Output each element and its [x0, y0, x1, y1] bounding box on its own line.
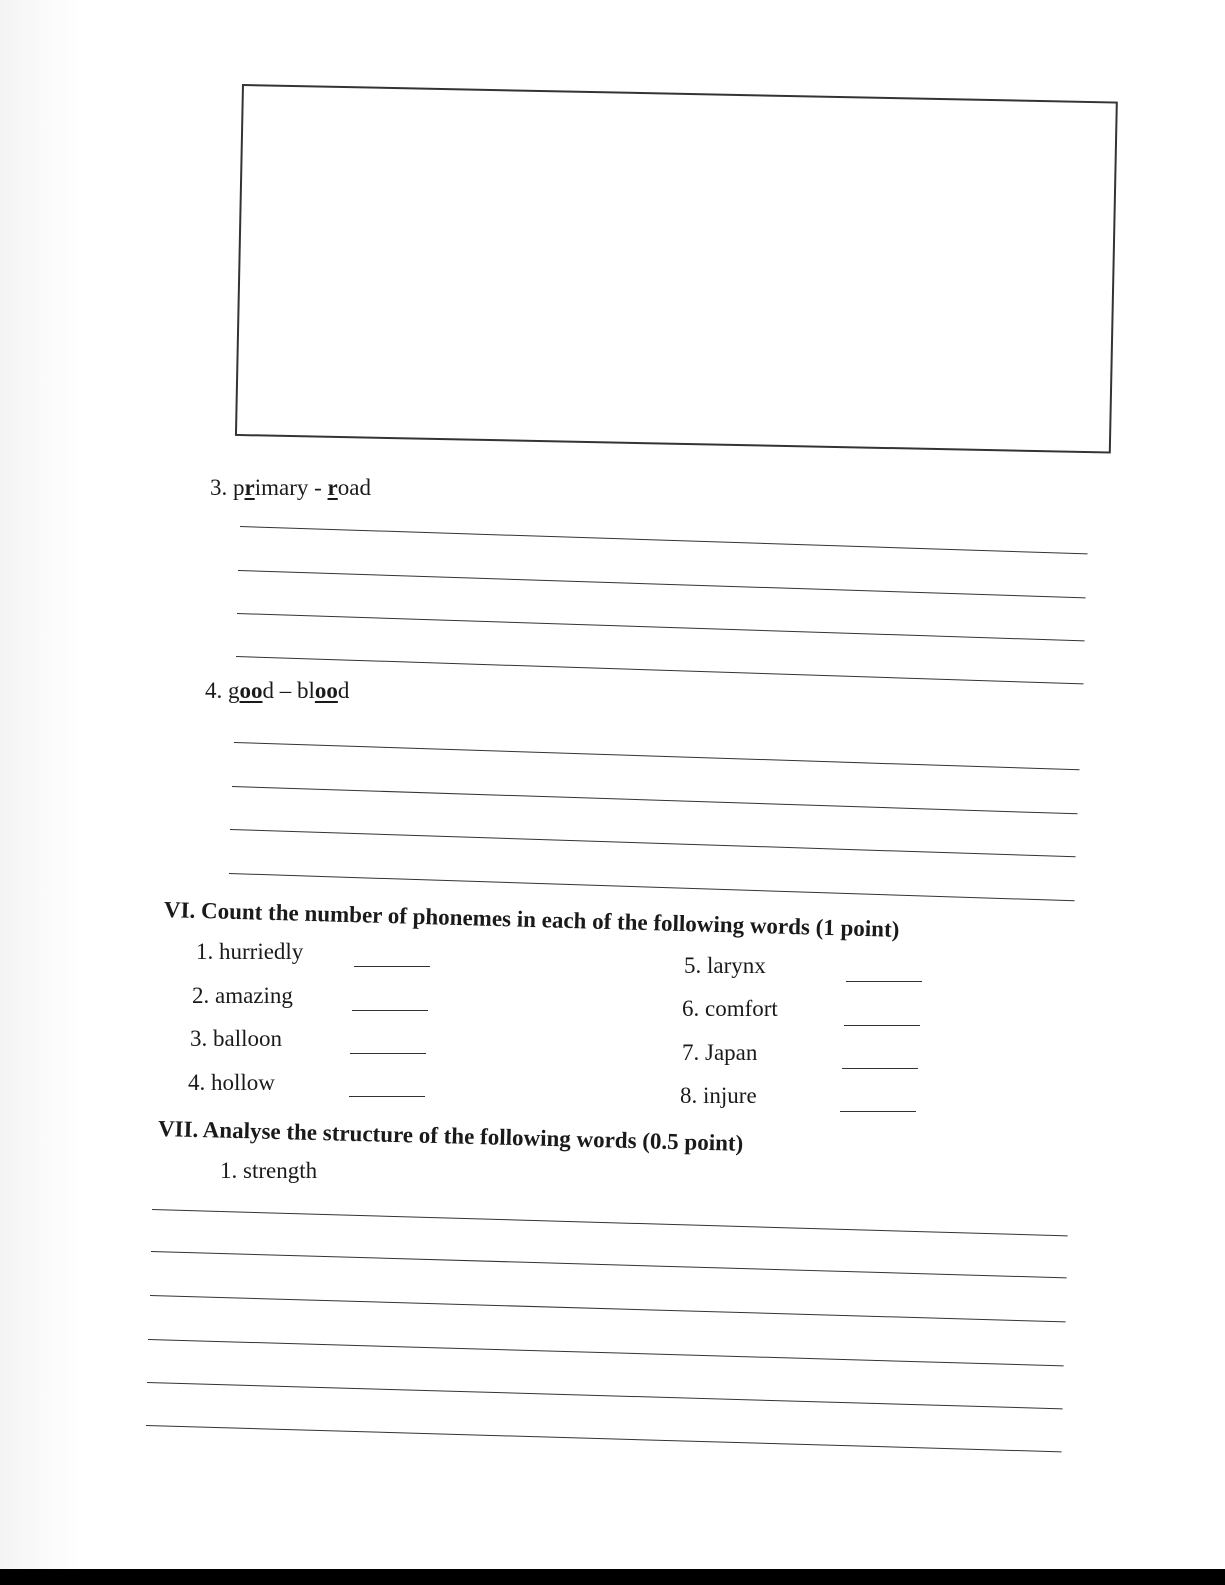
answer-line[interactable]	[230, 829, 1076, 857]
answer-line[interactable]	[236, 656, 1084, 684]
item-3-label: 3. primary - road	[210, 475, 371, 500]
answer-blank[interactable]	[844, 1025, 920, 1026]
word-item: 1. hurriedly	[196, 939, 304, 964]
section-vi-heading: VI. Count the number of phonemes in each of the following words (1 point)	[163, 897, 900, 942]
answer-blank[interactable]	[840, 1111, 916, 1112]
word-good: good	[228, 678, 274, 703]
answer-blank[interactable]	[352, 1010, 428, 1011]
word-item: 5. larynx	[684, 953, 766, 978]
scan-bottom-edge	[0, 1569, 1225, 1585]
item-4-label: 4. good – blood	[205, 678, 350, 703]
answer-line[interactable]	[147, 1382, 1063, 1409]
word-item: 3. balloon	[190, 1026, 282, 1051]
answer-line[interactable]	[240, 526, 1088, 554]
answer-line[interactable]	[232, 786, 1078, 814]
answer-line[interactable]	[148, 1339, 1064, 1366]
section-vii-heading: VII. Analyse the structure of the following words (0.5 point)	[157, 1116, 744, 1156]
scan-edge-shadow	[0, 0, 80, 1585]
word-primary: primary	[233, 475, 309, 500]
word-item: 1. strength	[220, 1158, 318, 1183]
answer-blank[interactable]	[354, 966, 430, 967]
answer-line[interactable]	[234, 742, 1080, 770]
answer-box[interactable]	[235, 84, 1118, 454]
answer-blank[interactable]	[349, 1096, 425, 1097]
answer-line[interactable]	[238, 570, 1086, 598]
answer-line[interactable]	[150, 1295, 1066, 1322]
answer-blank[interactable]	[846, 981, 922, 982]
word-item: 8. injure	[680, 1083, 757, 1108]
word-road: road	[327, 475, 371, 500]
word-item: 6. comfort	[682, 996, 778, 1021]
word-blood: blood	[297, 678, 350, 703]
answer-line[interactable]	[229, 873, 1075, 901]
answer-blank[interactable]	[842, 1068, 918, 1069]
answer-line[interactable]	[237, 613, 1085, 641]
word-item: 7. Japan	[682, 1040, 758, 1065]
word-item: 2. amazing	[192, 983, 293, 1008]
answer-line[interactable]	[146, 1425, 1062, 1452]
answer-line[interactable]	[151, 1251, 1067, 1278]
answer-line[interactable]	[152, 1209, 1068, 1236]
answer-blank[interactable]	[350, 1053, 426, 1054]
word-item: 4. hollow	[188, 1070, 275, 1095]
